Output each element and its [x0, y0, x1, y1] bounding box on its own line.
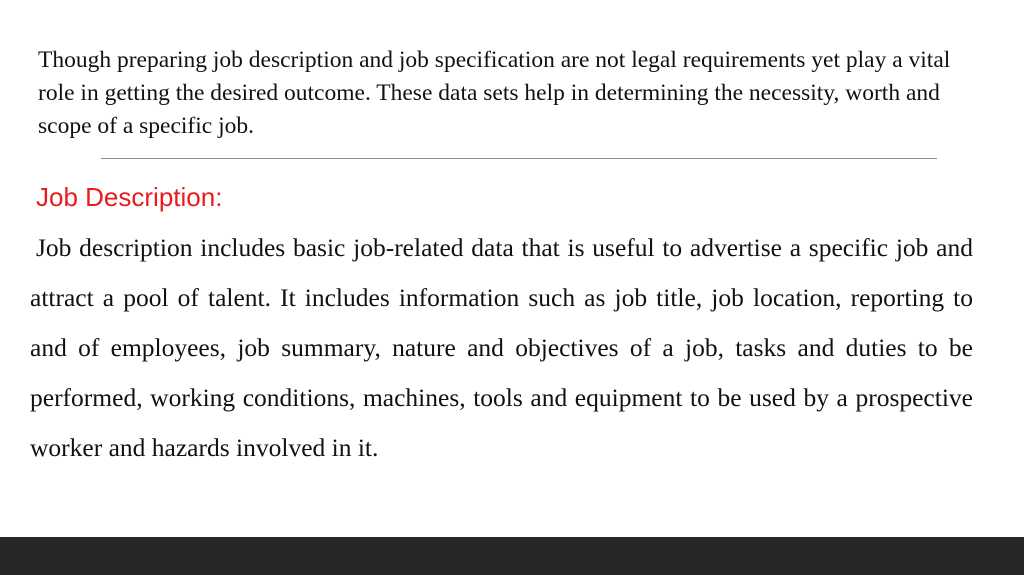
body-paragraph: Job description includes basic job-related data that is useful to advertise a specific job and attract a pool of talent. It includes information such as job title, job location, reporting to and of employees, job summary, nature and objectives of a job, tasks and duties to be performed, working conditions, machines, tools and equipment to be used by a prospective worker and hazards involved in it. [30, 233, 973, 462]
intro-paragraph: Though preparing job description and job specification are not legal requirements yet play a vital role in getting the desired outcome. These data sets help in determining the necessity, worth and scope of a specific job. [38, 47, 951, 139]
section-heading: Job Description: [36, 182, 223, 212]
divider-line [101, 158, 937, 159]
footer-bar [0, 537, 1024, 575]
